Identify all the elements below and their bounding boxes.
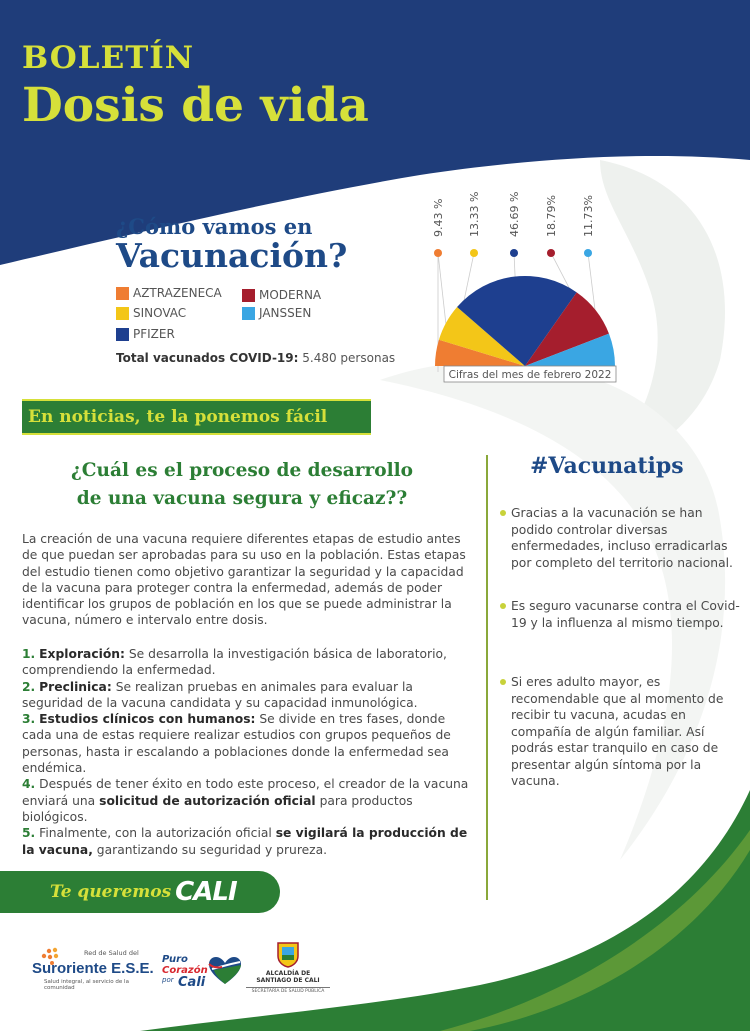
total-value: 5.480 personas xyxy=(302,351,396,365)
step-title: Estudios clínicos con humanos: xyxy=(39,712,256,727)
alcaldia-line3: SECRETARÍA DE SALUD PÚBLICA xyxy=(246,987,330,994)
bullet-dot xyxy=(500,603,506,609)
vaccine-half-pie-chart xyxy=(410,180,630,390)
legend-item-aztrazeneca xyxy=(116,286,222,300)
alcaldia-logo xyxy=(246,940,330,1002)
tip-text: Si eres adulto mayor, es recomendable que al momento de recibir tu vacuna, acudas en compañía de algún familiar. Así podrás estar tranquilo en caso de presentar algún síntoma por la vacuna. xyxy=(511,675,724,788)
legend-swatch xyxy=(242,289,255,302)
step-text: Finalmente, con la autorización oficial xyxy=(35,826,276,841)
alcaldia-line1: ALCALDÍA DE xyxy=(265,970,311,977)
data-label: 9.43 % xyxy=(432,198,445,237)
news-banner: En noticias, te la ponemos fácil xyxy=(22,399,371,435)
article-title xyxy=(22,457,462,513)
data-label: 46.69 % xyxy=(508,191,521,237)
total-vaccinated xyxy=(116,351,395,365)
step-number: 4. xyxy=(22,777,36,792)
step-number: 3. xyxy=(22,712,36,727)
step-text-end: para productos biológicos. xyxy=(22,793,413,824)
vaccination-heading: Vacunación? xyxy=(116,236,348,275)
logo-text-por: por xyxy=(162,976,174,984)
bullet-dot xyxy=(500,510,506,516)
label-dot xyxy=(510,249,518,257)
legend-label: PFIZER xyxy=(133,327,175,341)
step-item xyxy=(22,679,470,712)
bulletin-title: Dosis de vida xyxy=(22,78,369,133)
legend-label: AZTRAZENECA xyxy=(133,286,222,300)
legend-item-sinovac xyxy=(116,306,186,320)
legend-label: JANSSEN xyxy=(259,306,312,320)
logo-network-label: Red de Salud del xyxy=(84,949,139,957)
label-dot xyxy=(434,249,442,257)
step-highlight: solicitud de autorización oficial xyxy=(99,793,316,808)
total-label: Total vacunados COVID-19: xyxy=(116,351,299,365)
heart-icon xyxy=(208,956,242,986)
legend-swatch xyxy=(116,328,129,341)
bulletin-label: BOLETÍN xyxy=(22,40,195,76)
label-dot xyxy=(547,249,555,257)
step-text: Después de tener éxito en todo este proceso, el creador de la vacuna enviará una xyxy=(22,777,469,808)
alcaldia-line2: SANTIAGO DE CALI xyxy=(256,977,320,984)
article-title-line2: de una vacuna segura y eficaz?? xyxy=(76,488,408,509)
legend-item-moderna xyxy=(242,288,321,302)
shield-crest-icon xyxy=(277,942,299,968)
legend-item-janssen xyxy=(242,306,311,320)
legend-swatch xyxy=(116,307,129,320)
step-title: Preclinica: xyxy=(39,679,112,694)
data-label: 13.33 % xyxy=(468,191,481,237)
article-title-line1: ¿Cuál es el proceso de desarrollo xyxy=(70,460,414,481)
step-text: Se divide en tres fases, donde cada una de estas requiere realizar estudios con grupos pequeños de personas, hasta ir escalando a poblaciones donde la enfermedad sea endémica. xyxy=(22,712,451,776)
legend-label: MODERNA xyxy=(259,288,322,302)
chart-caption: Cifras del mes de febrero 2022 xyxy=(448,369,612,381)
tip-item xyxy=(500,505,740,571)
bullet-dot xyxy=(500,679,506,685)
vaccine-legend xyxy=(116,284,356,346)
step-number: 1. xyxy=(22,647,36,661)
legend-swatch xyxy=(242,307,255,320)
tip-item xyxy=(500,674,740,790)
cali-slogan-banner xyxy=(0,871,280,913)
vaccination-question: ¿Cómo vamos en xyxy=(116,214,313,239)
logo-text-cali: Cali xyxy=(178,975,206,990)
step-item xyxy=(22,646,470,679)
legend-swatch xyxy=(116,287,129,300)
step-item xyxy=(22,711,470,776)
step-item xyxy=(22,825,470,858)
article-intro: La creación de una vacuna requiere diferentes etapas de estudio antes de que puedan ser aprobadas para su uso en la población. Estas etapas del estudio tienen como objetivo garantizar la seguridad y la capacidad de la vacuna para proteger contra la enfermedad, además de poder identificar los grupos de población en los que se puede administrar la vacuna, número e intervalo entre dosis. xyxy=(22,532,466,628)
logo-name: Suroriente E.S.E. xyxy=(32,960,154,977)
data-label: 11.73% xyxy=(582,195,595,237)
logo-text-corazon: Corazón xyxy=(162,965,208,976)
data-label: 18.79% xyxy=(545,195,558,237)
development-steps xyxy=(22,646,470,858)
tip-text: Gracias a la vacunación se han podido controlar diversas enfermedades, incluso erradicarlas por completo del territorio nacional. xyxy=(511,506,733,570)
step-item xyxy=(22,776,470,825)
label-dot xyxy=(470,249,478,257)
legend-label: SINOVAC xyxy=(133,306,187,320)
suroriente-logo xyxy=(14,946,154,990)
legend-item-pfizer xyxy=(116,327,175,341)
step-title: Exploración: xyxy=(39,647,125,661)
tips-title: #Vacunatips xyxy=(530,453,684,479)
slogan-text: Te queremos xyxy=(50,882,172,902)
column-divider xyxy=(486,455,488,900)
puro-corazon-logo xyxy=(160,950,244,994)
tip-item xyxy=(500,598,740,631)
label-dot xyxy=(584,249,592,257)
tip-text: Es seguro vacunarse contra el Covid-19 y la influenza al mismo tiempo. xyxy=(511,599,740,630)
logo-tagline: Salud integral, al servicio de la comunidad xyxy=(44,979,129,991)
step-number: 2. xyxy=(22,679,36,694)
logo-text-puro: Puro xyxy=(162,954,188,965)
step-number: 5. xyxy=(22,826,36,841)
step-text-end: garantizando su seguridad y prureza. xyxy=(92,842,328,857)
cali-wordmark: CALI xyxy=(175,877,237,907)
step-text: Se realizan pruebas en animales para evaluar la seguridad de la vacuna candidata y su capacidad inmunológica. xyxy=(22,679,418,710)
step-text: Se desarrolla la investigación básica de laboratorio, comprendiendo la enfermedad. xyxy=(22,647,447,678)
step-highlight: se vigilará la producción de la vacuna, xyxy=(22,826,468,857)
